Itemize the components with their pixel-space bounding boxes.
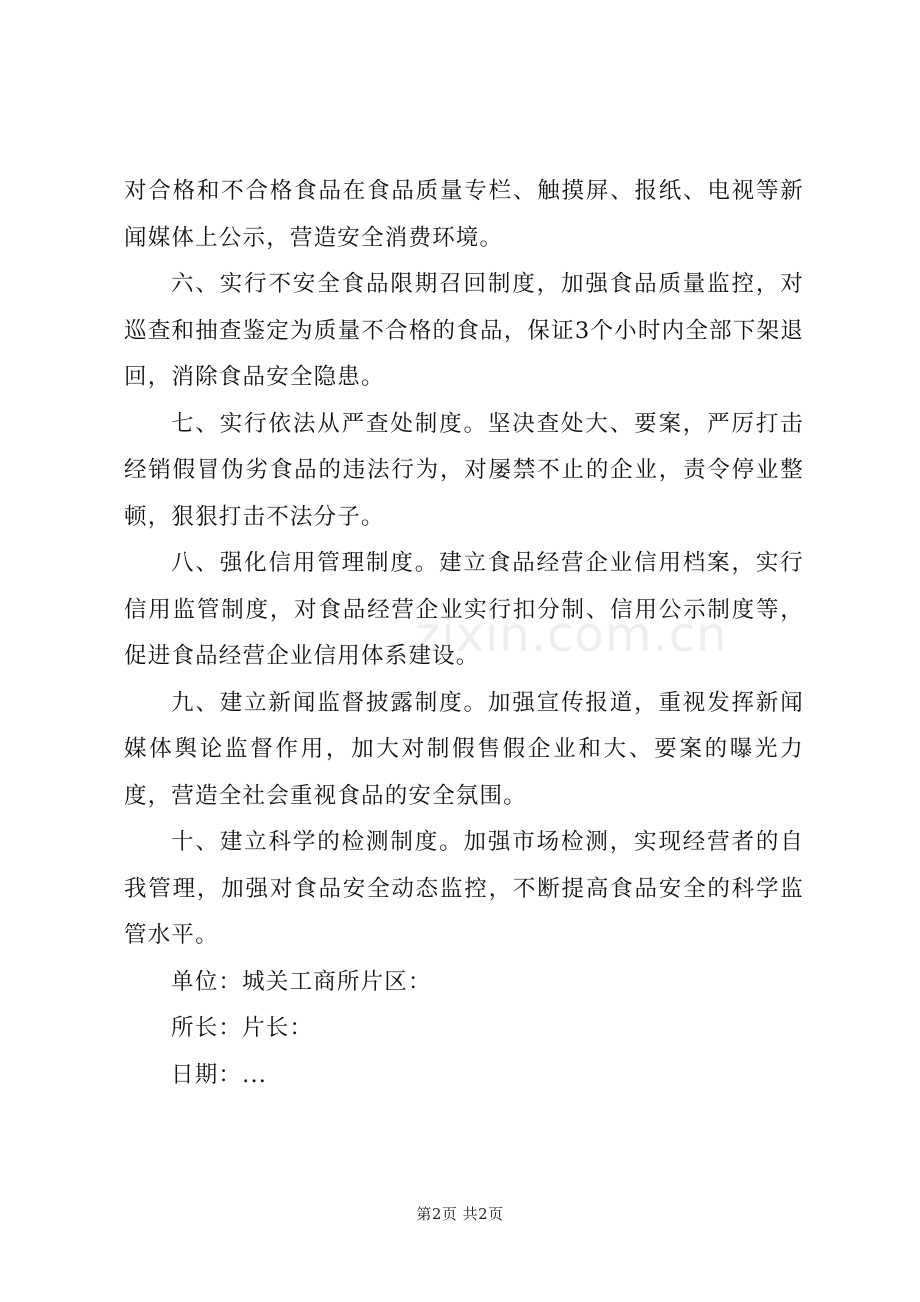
page-footer: 第2页 共2页	[416, 1205, 504, 1223]
signature-director: 所长：片长：	[171, 1015, 314, 1041]
document-body	[124, 168, 804, 1098]
signature-date: 日期：...	[171, 1061, 268, 1088]
paragraph-continuation: 对合格和不合格食品在食品质量专栏、触摸屏、报纸、电视等新闻媒体上公示，营造安全消费环境。	[124, 178, 804, 251]
watermark-text: zixin.com.cn	[415, 607, 728, 663]
signature-unit: 单位：城关工商所片区：	[171, 968, 432, 995]
paragraph-item-7: 七、实行依法从严查处制度。坚决查处大、要案，严厉打击经销假冒伪劣食品的违法行为，对屡禁不止的企业，责令停业整顿，狠狠打击不法分子。	[124, 410, 804, 530]
paragraph-item-10: 十、建立科学的检测制度。加强市场检测，实现经营者的自我管理，加强对食品安全动态监控，不断提高食品安全的科学监管水平。	[124, 829, 804, 948]
paragraph-item-6: 六、实行不安全食品限期召回制度，加强食品质量监控，对巡查和抽查鉴定为质量不合格的食品，保证3个小时内全部下架退回，消除食品安全隐患。	[124, 271, 804, 390]
paragraph-item-8: 八、强化信用管理制度。建立食品经营企业信用档案，实行信用监管制度，对食品经营企业实行扣分制、信用公示制度等，促进食品经营企业信用体系建设。	[124, 550, 804, 669]
paragraph-item-9: 九、建立新闻监督披露制度。加强宣传报道，重视发挥新闻媒体舆论监督作用，加大对制假售假企业和大、要案的曝光力度，营造全社会重视食品的安全氛围。	[124, 689, 804, 809]
